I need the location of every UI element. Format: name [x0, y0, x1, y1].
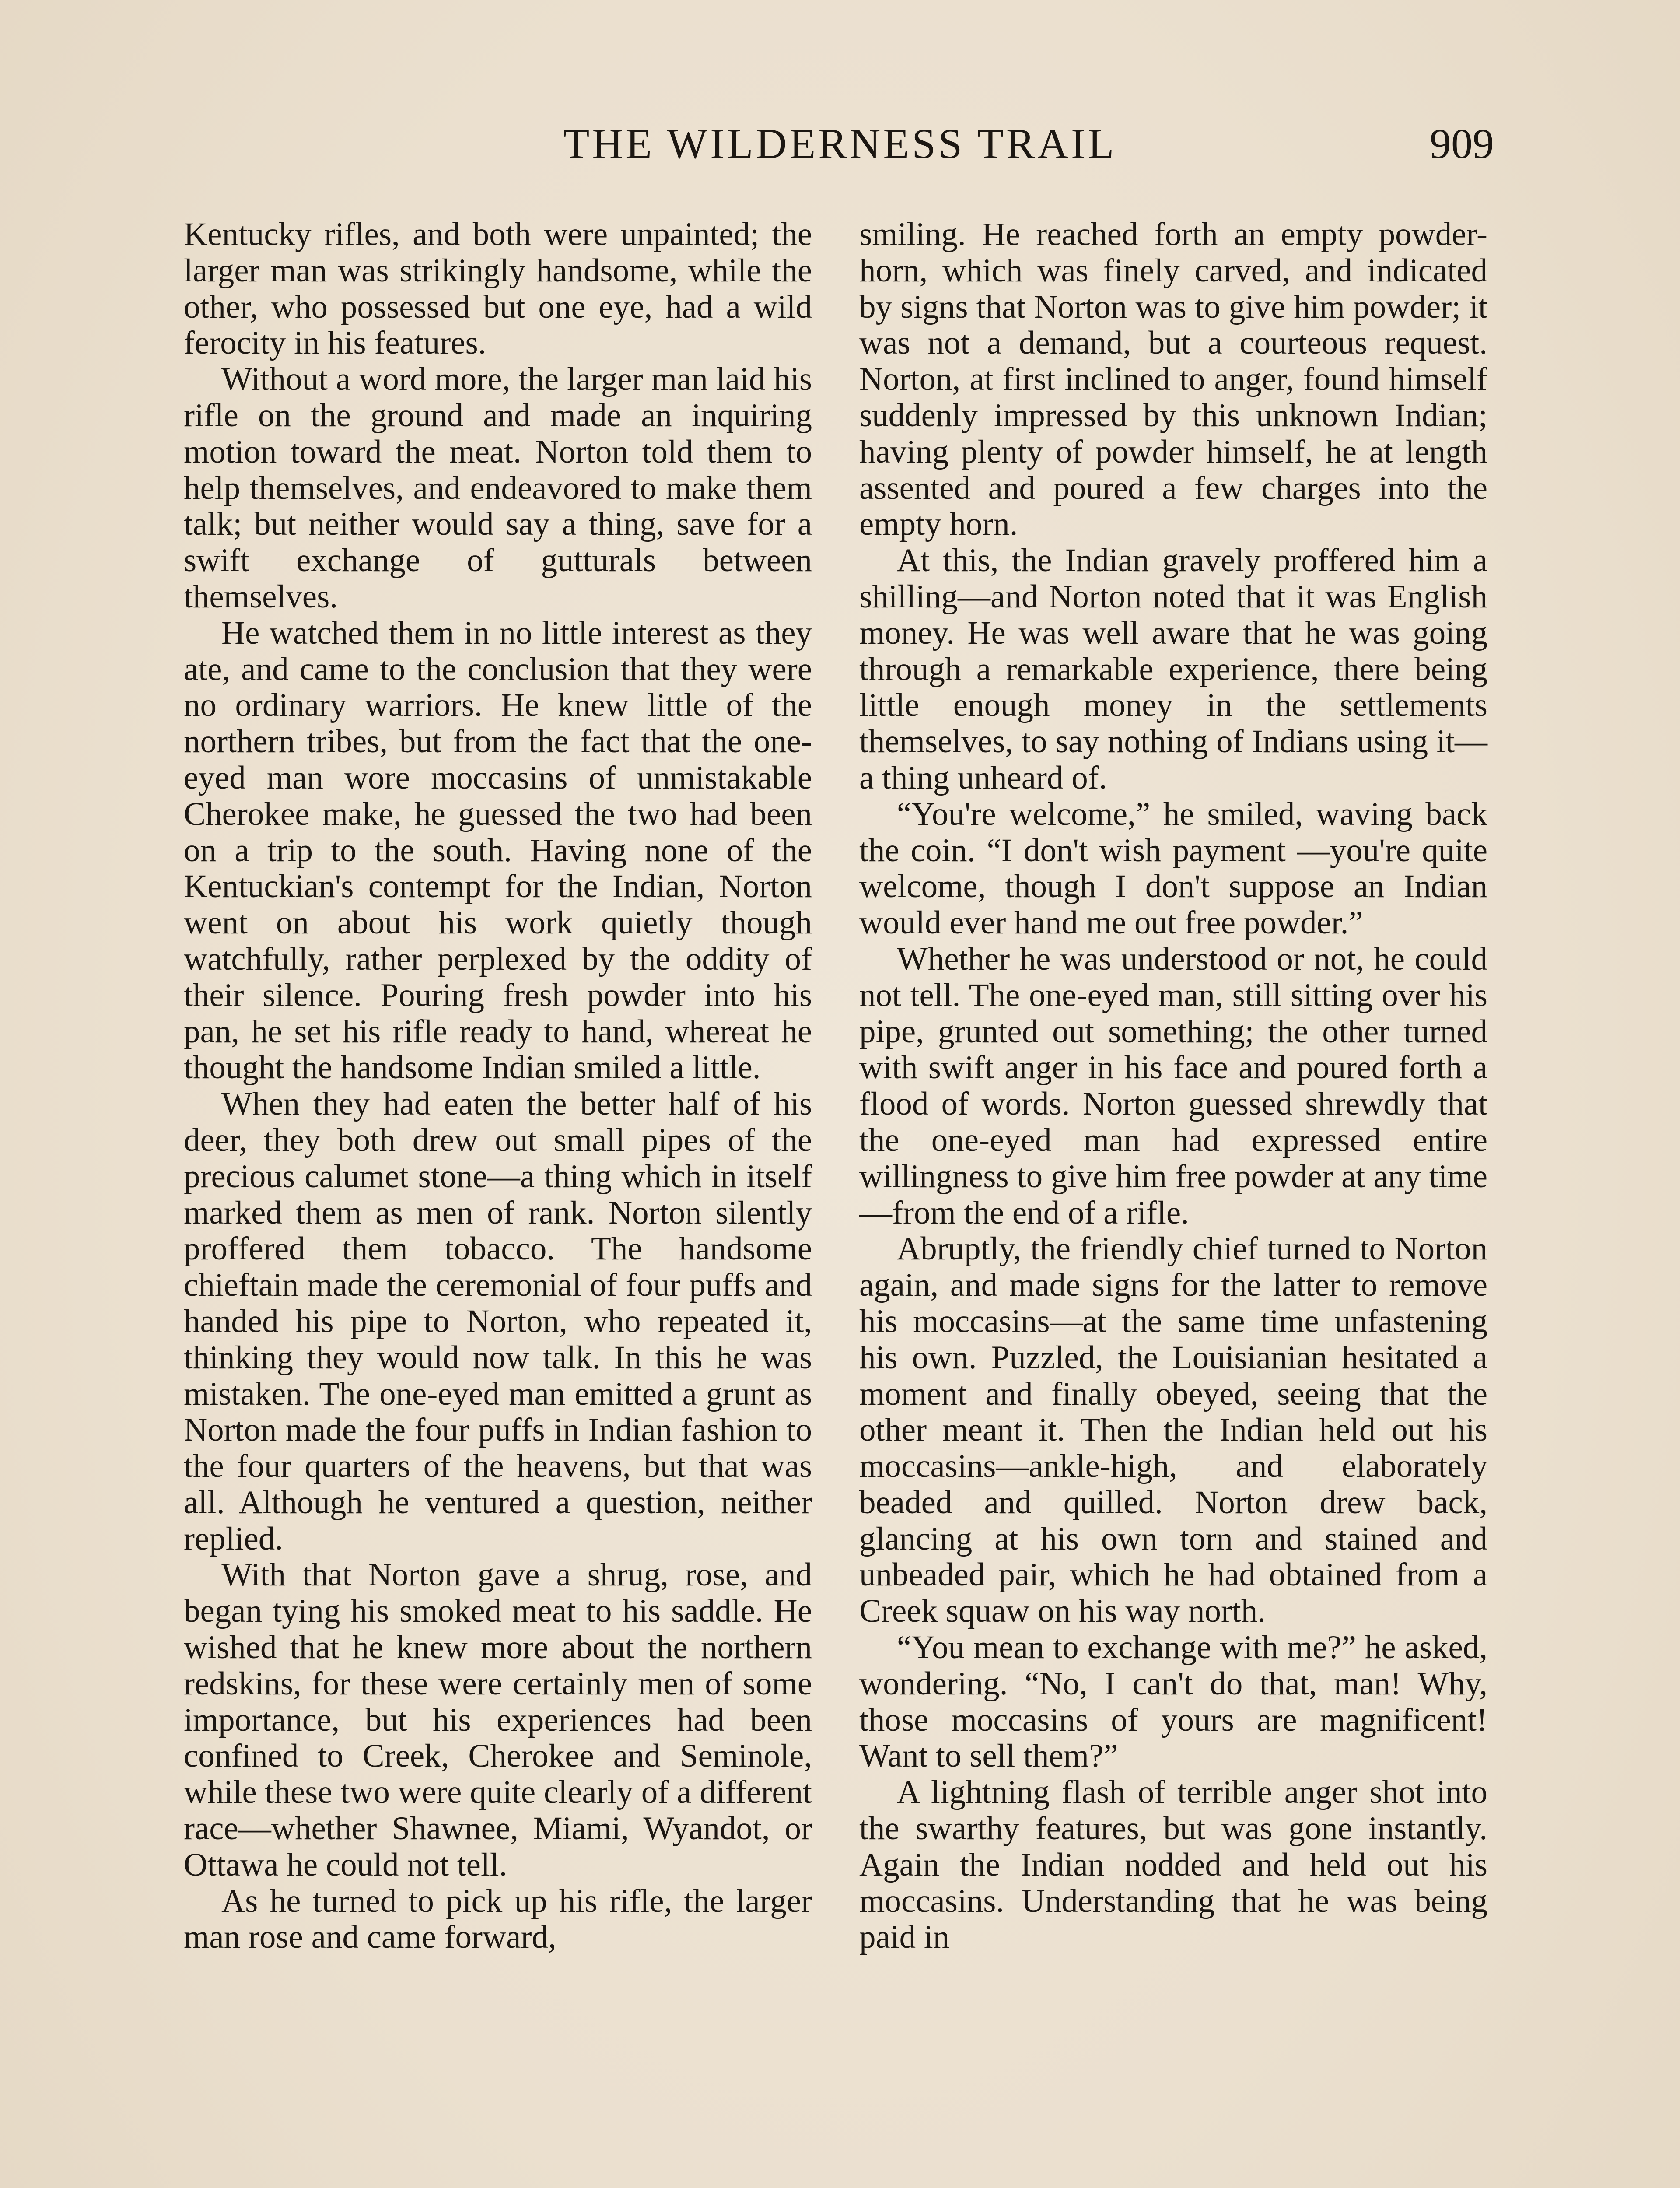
paragraph: “You mean to exchange with me?” he asked, wondering. “No, I can't do that, man! Why, those moccasins of yours are magnificent! Want to sell them?”	[859, 1629, 1488, 1774]
paragraph: With that Norton gave a shrug, rose, and began tying his smoked meat to his saddle. He wished that he knew more about the northern redskins, for these were certainly men of some importance, but his experiences had been confined to Creek, Cherokee and Seminole, while these two were quite clearly of a different race—whether Shawnee, Miami, Wyandot, or Ottawa he could not tell.	[184, 1557, 812, 1883]
running-title: THE WILDERNESS TRAIL	[563, 120, 1117, 168]
paragraph: Abruptly, the friendly chief turned to Norton again, and made signs for the latter to remove his moccasins—at the same time unfastening his own. Puzzled, the Louisianian hesitated a moment and finally obeyed, seeing that the other meant it. Then the Indian held out his moccasins—ankle-high, and elaborately beaded and quilled. Norton drew back, glancing at his own torn and stained and unbeaded pair, which he had obtained from a Creek squaw on his way north.	[859, 1231, 1488, 1630]
paragraph: Whether he was understood or not, he could not tell. The one-eyed man, still sitting over his pipe, grunted out something; the other turned with swift anger in his face and poured forth a flood of words. Norton guessed shrewdly that the one-eyed man had expressed entire willingness to give him free powder at any time—from the end of a rifle.	[859, 940, 1488, 1231]
page-number: 909	[1430, 120, 1494, 168]
left-column	[184, 217, 812, 1956]
right-column	[859, 217, 1488, 1956]
paragraph: A lightning flash of terrible anger shot into the swarthy features, but was gone instantly. Again the Indian nodded and held out his moccasins. Understanding that he was being paid in	[859, 1774, 1488, 1956]
paragraph: At this, the Indian gravely proffered him a shilling—and Norton noted that it was English money. He was well aware that he was going through a remarkable experience, there being little enough money in the settlements themselves, to say nothing of Indians using it—a thing unheard of.	[859, 542, 1488, 796]
paragraph: As he turned to pick up his rifle, the larger man rose and came forward,	[184, 1883, 812, 1956]
paragraph: When they had eaten the better half of his deer, they both drew out small pipes of the precious calumet stone—a thing which in itself marked them as men of rank. Norton silently proffered them tobacco. The handsome chieftain made the ceremonial of four puffs and handed his pipe to Norton, who repeated it, thinking they would now talk. In this he was mistaken. The one-eyed man emitted a grunt as Norton made the four puffs in Indian fashion to the four quarters of the heavens, but that was all. Although he ventured a question, neither replied.	[184, 1086, 812, 1557]
paragraph: Without a word more, the larger man laid his rifle on the ground and made an inquiring motion toward the meat. Norton told them to help themselves, and endeavored to make them talk; but neither would say a thing, save for a swift exchange of gutturals between themselves.	[184, 361, 812, 615]
paragraph: Kentucky rifles, and both were unpainted; the larger man was strikingly handsome, while the other, who possessed but one eye, had a wild ferocity in his features.	[184, 216, 812, 361]
paragraph: He watched them in no little interest as they ate, and came to the conclusion that they were no ordinary warriors. He knew little of the northern tribes, but from the fact that the one-eyed man wore moccasins of unmistakable Cherokee make, he guessed the two had been on a trip to the south. Having none of the Kentuckian's contempt for the Indian, Norton went on about his work quietly though watchfully, rather perplexed by the oddity of their silence. Pouring fresh powder into his pan, he set his rifle ready to hand, whereat he thought the handsome Indian smiled a little.	[184, 614, 812, 1086]
paragraph: “You're welcome,” he smiled, waving back the coin. “I don't wish payment —you're quite welcome, though I don't suppose an Indian would ever hand me out free powder.”	[859, 796, 1488, 941]
paragraph: smiling. He reached forth an empty powder-horn, which was finely carved, and indicated by signs that Norton was to give him powder; it was not a demand, but a courteous request. Norton, at first inclined to anger, found himself suddenly impressed by this unknown Indian; having plenty of powder himself, he at length assented and poured a few charges into the empty horn.	[859, 216, 1488, 543]
